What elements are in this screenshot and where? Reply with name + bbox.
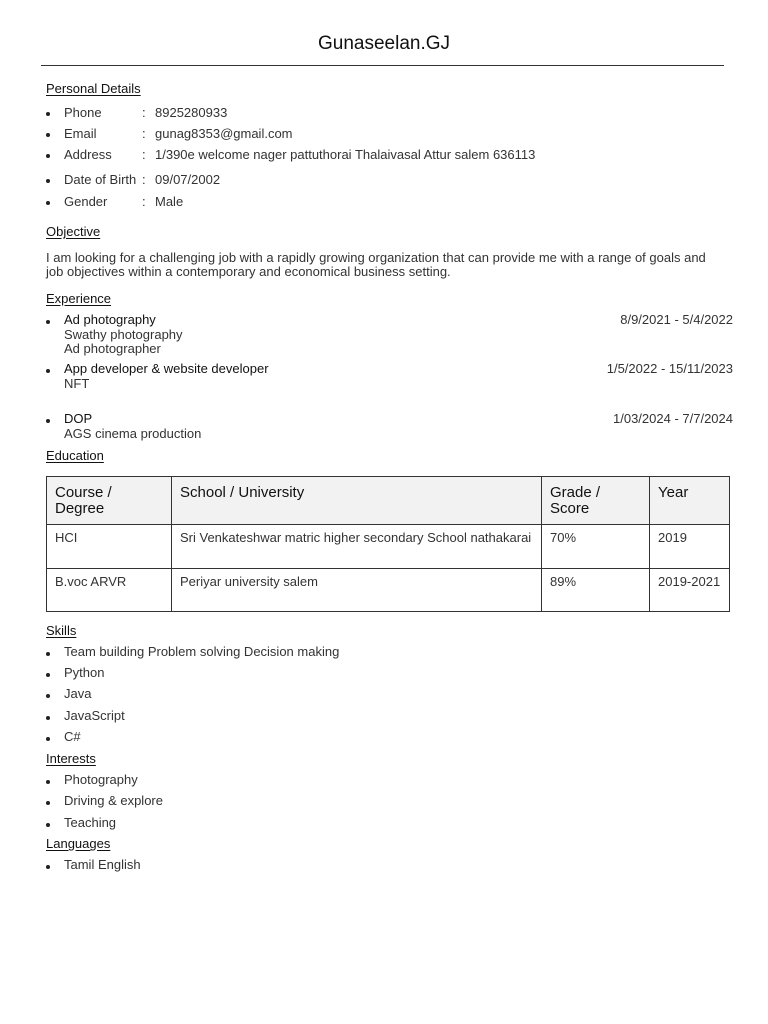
bullet-icon [46, 780, 50, 784]
personal-label-dob: Date of Birth [64, 172, 137, 187]
cell-course: B.voc ARVR [47, 569, 172, 612]
bullet-icon [46, 823, 50, 827]
personal-value-gender: Male [155, 194, 184, 209]
bullet-icon [46, 737, 50, 741]
list-item: Photography [64, 772, 138, 787]
list-item: JavaScript [64, 708, 125, 723]
bullet-icon [46, 716, 50, 720]
bullet-icon [46, 673, 50, 677]
list-item: C# [64, 729, 81, 744]
experience-dates: 8/9/2021 - 5/4/2022 [620, 312, 733, 327]
bullet-icon [46, 801, 50, 805]
list-item: Java [64, 686, 92, 701]
cell-year: 2019-2021 [650, 569, 730, 612]
bullet-icon [46, 419, 50, 423]
personal-label-address: Address [64, 147, 112, 162]
bullet-icon [46, 369, 50, 373]
bullet-icon [46, 320, 50, 324]
column-header-course: Course / Degree [47, 477, 172, 525]
section-heading-skills: Skills [46, 623, 77, 638]
bullet-icon [46, 112, 50, 116]
personal-value-address: 1/390e welcome nager pattuthorai Thalaivasal Attur salem 636113 [155, 147, 536, 162]
personal-label-email: Email [64, 126, 97, 141]
cell-year: 2019 [650, 525, 730, 569]
personal-value-email: gunag8353@gmail.com [155, 126, 293, 141]
bullet-icon [46, 652, 50, 656]
bullet-icon [46, 694, 50, 698]
list-item: Driving & explore [64, 793, 163, 808]
bullet-icon [46, 154, 50, 158]
section-heading-education: Education [46, 448, 104, 463]
personal-separator: : [142, 105, 146, 120]
bullet-icon [46, 133, 50, 137]
experience-company: AGS cinema production [64, 426, 202, 441]
experience-title: App developer & website developer [64, 361, 269, 376]
experience-title: Ad photography [64, 312, 156, 327]
section-heading-personal-details: Personal Details [46, 81, 141, 96]
experience-dates: 1/5/2022 - 15/11/2023 [606, 361, 733, 376]
list-item: Teaching [64, 815, 117, 830]
column-header-grade: Grade / Score [542, 477, 650, 525]
personal-separator: : [142, 126, 146, 141]
personal-label-phone: Phone [64, 105, 102, 120]
education-header-row [47, 477, 730, 525]
column-header-school: School / University [172, 477, 542, 525]
cell-grade: 70% [542, 525, 650, 569]
list-item: Team building Problem solving Decision making [64, 644, 340, 659]
bullet-icon [46, 179, 50, 183]
experience-dates: 1/03/2024 - 7/7/2024 [613, 411, 733, 426]
experience-company: Swathy photography [64, 327, 183, 342]
bullet-icon [46, 201, 50, 205]
cell-grade: 89% [542, 569, 650, 612]
objective-text: I am looking for a challenging job with a rapidly growing organization that can provide me with a range of goals and job objectives within a contemporary and economical business setting. [46, 250, 706, 279]
candidate-name: Gunaseelan.GJ [317, 33, 451, 54]
cell-school: Periyar university salem [172, 569, 542, 612]
section-heading-languages: Languages [46, 836, 111, 851]
table-row [47, 525, 730, 569]
header-divider [41, 65, 724, 66]
personal-separator: : [142, 172, 146, 187]
experience-company: NFT [64, 376, 90, 391]
table-row [47, 569, 730, 612]
section-heading-experience: Experience [46, 291, 112, 306]
personal-value-dob: 09/07/2002 [155, 172, 221, 187]
personal-separator: : [142, 147, 146, 162]
cell-school: Sri Venkateshwar matric higher secondary School nathakarai [172, 525, 542, 569]
list-item: Tamil English [64, 857, 141, 872]
personal-label-gender: Gender [64, 194, 108, 209]
section-heading-objective: Objective [46, 224, 101, 239]
column-header-year: Year [650, 477, 730, 525]
experience-role: Ad photographer [64, 341, 161, 356]
education-table [46, 476, 730, 612]
personal-value-phone: 8925280933 [155, 105, 228, 120]
bullet-icon [46, 865, 50, 869]
list-item: Python [64, 665, 105, 680]
experience-title: DOP [64, 411, 93, 426]
section-heading-interests: Interests [46, 751, 96, 766]
personal-separator: : [142, 194, 146, 209]
cell-course: HCI [47, 525, 172, 569]
